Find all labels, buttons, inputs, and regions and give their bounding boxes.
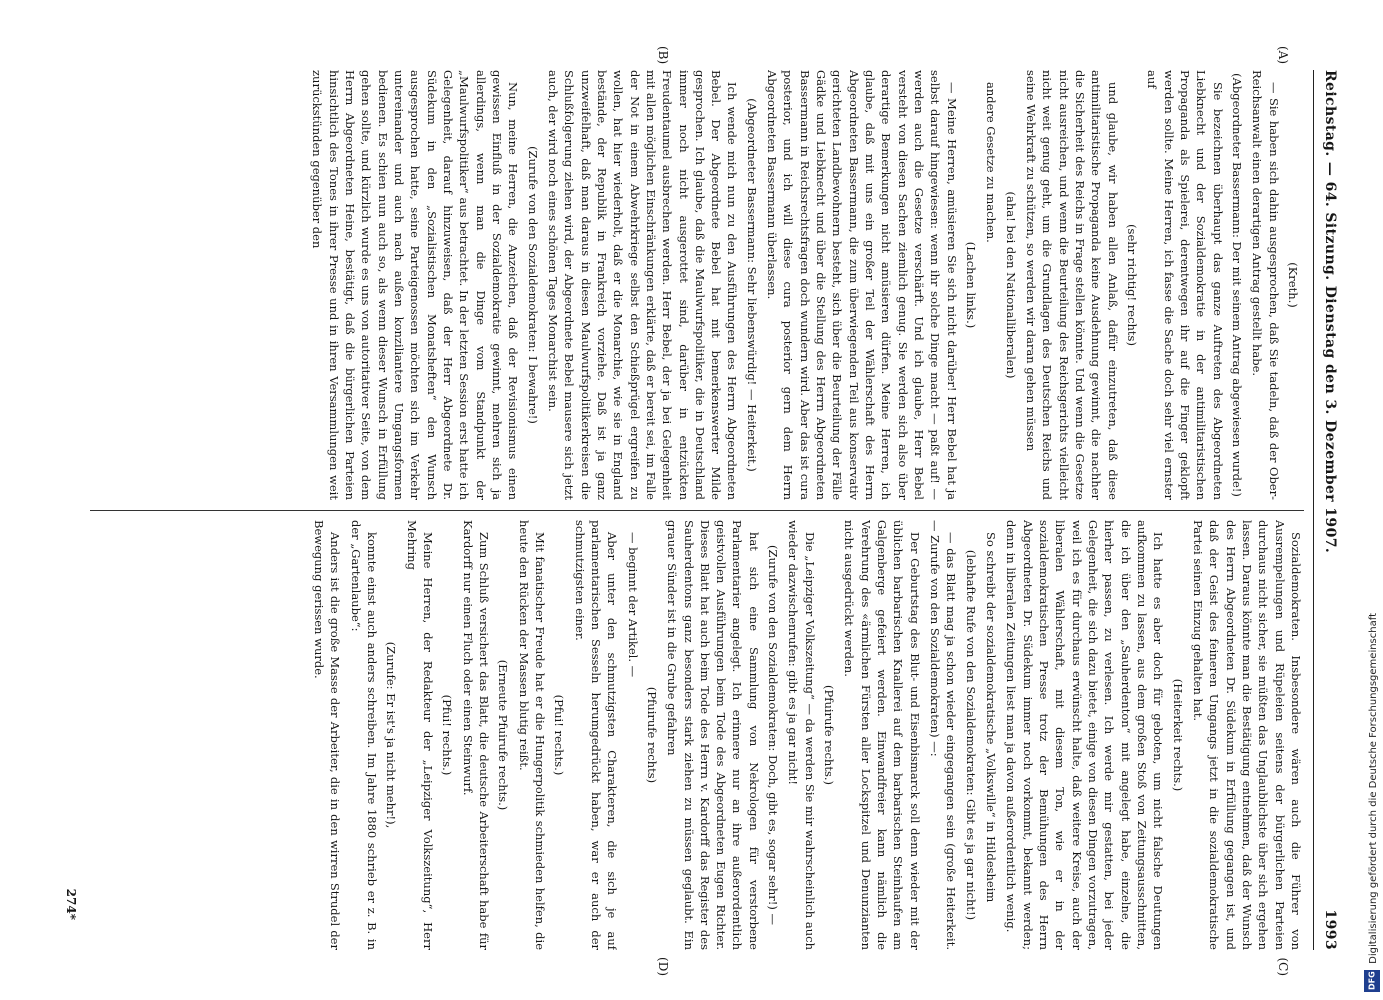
paragraph: hat sich eine Sammlung von Nekrologen für verstorbene Parlamentarier angelegt. Ich erinnere nur an ihre außerordentlich geistvollen Ausführungen beim Tode des Abgeordneten Eugen Richter. Dieses Blatt hat auch beim Tode des Herrn v. Kardorff das Register des Sauherdentons ganz besonders stark ziehen zu müssen geglaubt. Ein grauer Sünder ist in die Grube gefahren xyxy=(665,520,761,950)
funding-note: Digitalisierung gefördert durch die Deutsche Forschungsgemeinschaft xyxy=(1368,613,1379,964)
column-separator xyxy=(90,510,1304,511)
right-text-column xyxy=(90,520,1304,950)
dfg-logo: DFG xyxy=(1364,970,1380,992)
paragraph: Sie bezeichnen überhaupt das ganze Auftreten des Abgeordneten Liebknecht und der Sozialdemokratie in der antimilitaristischen Propaganda als Spielerei, derentwegen ihr auf die Finger geklopft werden sollte. Meine Herren, ich fasse die Sache doch sehr viel ernster auf xyxy=(1145,70,1225,500)
paragraph: Anders ist die große Masse der Arbeiter, die in den wirren Strudel der Bewegung gerissen wurde. xyxy=(311,520,343,950)
paragraph: Sozialdemokraten. Insbesondere wären auch die Führer von Ausrempelungen und Rüpeleien seitens der bürgerlichen Parteien durchaus nicht sicher, sie müßten das Unglaublichste über sich ergehen lassen. Daraus könnte man die Bestätigung entnehmen, daß der Wunsch des Herrn Abgeordneten Dr. Südekum in Erfüllung gegangen ist, und daß der Geist des feineren Umgangs jetzt in die sozialdemokratische Partei seinen Einzug gehalten hat. xyxy=(1191,520,1303,950)
interjection: (Kreth.) xyxy=(1286,262,1300,308)
interjection: (sehr richtig! rechts) xyxy=(1125,224,1140,346)
paragraph: Aber unter den schmutzigsten Charakteren, die sich je auf parlamentarischen Sesseln herumgedrückt haben, war er auch der schmutzigsten einer. xyxy=(572,520,620,950)
interjection: (Pfui! rechts.) xyxy=(552,694,567,776)
paragraph: — beginnt der Artikel. — xyxy=(625,532,640,678)
digitization-sidebar xyxy=(1361,0,1383,1000)
paragraph: Meine Herren, der Redakteur der „Leipziger Volkszeitung“, Herr Mehring xyxy=(404,520,435,950)
interjection: (Heiterkeit rechts.) xyxy=(1170,678,1185,792)
footer-signature: 274* xyxy=(64,888,78,920)
paragraph: So schreibt der sozialdemokratische „Volkswille“ in Hildesheim xyxy=(984,532,999,903)
interjection: (Pfuirufe rechts.) xyxy=(822,684,837,785)
paragraph: Zum Schluß versichert das Blatt, die deutsche Arbeiterschaft habe für Kardorff nur einen Fluch oder einen Steinwurf. xyxy=(460,520,491,950)
margin-marker-c: (C) xyxy=(1276,957,1290,976)
paragraph: — Sie haben sich dahin ausgesprochen, daß Sie tadeln, daß der Ober-Reichsanwalt einen derartigen Antrag gestellt habe. xyxy=(1250,70,1281,500)
margin-marker-d: (D) xyxy=(656,957,670,976)
interjection: (Zurufe: Er ist's ja nicht mehr!), xyxy=(384,641,399,829)
paragraph: Die „Leipziger Volkszeitung“ — da werden Sie mir wahrscheinlich auch wieder dazwischenrufen: gibt es ja gar nicht! xyxy=(786,520,817,950)
paragraph: — Meine Herren, amüsieren Sie sich nicht darüber! Herr Bebel hat ja selbst darauf hingewiesen: wenn ihr solche Dinge macht — paßt auf! — werden auch die Gesetze verschärft. Und ich glaube, Herr Bebel versteht von diesen Sachen ziemlich genug. Sie werden sich also über derartige Bemerkungen nicht amüsieren dürfen. Meine Herren, ich glaube, daß mit uns ein großer Teil der Wählerschaft des Herrn Abgeordneten Bassermann, die zum überwiegenden Teil aus konservativ gerichteten Landbewohnern besteht, sich über die Beurteilung der Fälle Gädke und Liebknecht und über die Stellung des Herrn Abgeordneten Bassermann in Reichsrechtsfragen doch wundern wird. Aber das ist cura posterior, und ich will diese cura posterior gern dem Herrn Abgeordneten Bassermann überlassen. xyxy=(765,70,959,500)
interjection: (Erneute Pfuirufe rechts.) xyxy=(496,659,511,811)
paragraph: und glaube, wir haben allen Anlaß, dafür einzutreten, daß diese antimilitaristische Propaganda keine Ausdehnung gewinnt, die nachher die Sicherheit des Reichs in Frage stellen könnte. Und wenn die Gesetze nicht ausreichen, und wenn die Beurteilung des Reichsgerichts vielleicht nicht weit genug geht, um die Grundlagen des Deutschen Reichs und seine Wehrkraft zu schützen, so werden wir daran gehen müssen xyxy=(1024,70,1120,500)
interjection: (Lachen links.) xyxy=(964,241,979,329)
interjection: (Zurufe von den Sozialdemokraten: Doch, gibt es, sogar sehr!) — xyxy=(766,544,781,926)
interjection: (Pfui! rechts.) xyxy=(440,694,455,776)
header-title: Reichstag. — 64. Sitzung. Dienstag den 3. Dezember 1907. xyxy=(1322,70,1338,554)
paragraph: Mit fanatischer Freude hat er die Hungerpolitik schmieden helfen, die heute den Rücken der Massen blutig reißt. xyxy=(516,520,547,950)
paragraph: Ich hatte es aber doch für geboten, um nicht falsche Deutungen aufkommen zu lassen, aus dem großen Stoß von Zeitungsausschnitten, die ich über den „Sauherdenton“ mit angelegt habe, einzelne, die hierher passen, zu verlesen. Ich werde mir gestatten, bei jeder Gelegenheit, die sich dazu bietet, einige von diesen Dingen vorzutragen, weil ich es für durchaus erwünscht halte, daß weitere Kreise, auch der liberalen Wählerschaft, mit diesem Ton, wie er in der sozialdemokratischen Presse trotz der Bemühungen des Herrn Abgeordneten Dr. Südekum immer noch vorkommt, bekannt werden; denn in liberalen Zeitungen liest man ja davon außerordentlich wenig. xyxy=(1004,520,1166,950)
paragraph: Nun, meine Herren, die Anzeichen, daß der Revisionismus einen gewissen Einfluß in der Sozialdemokratie gewinnt, mehren sich ja allerdings, wenn man die Dinge vom Standpunkt der „Maulwurfspolitiker“ aus betrachtet. In der letzten Session erst hatte ich Gelegenheit, darauf hinzuweisen, daß der Herr Abgeordnete Dr. Südekum in den „Sozialistischen Monatsheften“ den Wunsch ausgesprochen hatte, seine Parteigenossen möchten sich im Verkehr untereinander und auch nach außen konziliantere Umgangsformen bedienen. Es schien nun auch so, als wenn dieser Wunsch in Erfüllung gehen sollte, und kürzlich wurde es uns von autoritativer Seite, von dem Herrn Abgeordneten Heine, bestätigt, daß die bürgerlichen Parteien hinsichtlich des Tones in ihrer Presse und in ihren Versammlungen weit zurückstünden gegenüber den xyxy=(310,70,521,500)
paragraph: Der Geburtstag des Blut- und Eisenbismarck soll denn wieder mit der üblichen barbarischen Knallerei auf dem barbarischen Steinhaufen am Galgenberge gefeiert werden. Einwandfreier kann nämlich die Verehrung des «ärmlichen Fürsten aller Lockspitzel und Denunzianten nicht ausgedrückt werden. xyxy=(842,520,922,950)
margin-marker-a: (A) xyxy=(1276,46,1290,65)
header-rule xyxy=(1313,70,1314,950)
interjection: (lebhafte Rufe von den Sozialdemokraten: Gibt es ja gar nicht!) xyxy=(963,549,978,921)
interjection: (aha! bei den Nationalliberalen) xyxy=(1003,191,1018,379)
header-page-number: 1993 xyxy=(1322,909,1338,950)
left-text-column xyxy=(90,70,1304,500)
interjection: (Abgeordneter Bassermann: Sehr liebenswürdig! — Heiterkeit.) xyxy=(744,98,759,472)
interjection: (Zurufe von den Sozialdemokraten: I bewahre!) xyxy=(525,146,540,424)
scanned-page xyxy=(50,40,1350,980)
paragraph: Ich wende mich nun zu den Ausführungen des Herrn Abgeordneten Bebel. Der Abgeordnete Bebel hat mit bemerkenswerter Milde gesprochen. Ich glaube, daß die Maulwurfspolitiker, die in Deutschland immer noch nicht ausgerottet sind, darüber in entzückten Freudentaumel ausbrechen werden. Herr Bebel, der ja bei Gelegenheit mit allen möglichen Einschränkungen erklärte, daß er bereit sei, im Falle der Not in einem Abwehrkriege selbst den Schießprügel ergreifen zu wollen, hat hier wiederholt, daß er die Monarchie, wie sie in England bestände, der Republik in Frankreich vorziehe. Daß ist ja ganz unzweifelhaft, daß man daraus in diesen Maulwurfspolitikerkreisen die Schlußfolgerung ziehen wird, der Abgeordnete Bebel mausere sich jetzt auch, der wird noch eines schönen Tages Monarchist sein. xyxy=(545,70,740,500)
margin-marker-b: (B) xyxy=(656,46,670,65)
paragraph: konnte einst auch anders schreiben. Im Jahre 1880 schrieb er z. B. in der „Gartenlaube“: xyxy=(348,520,379,950)
paragraph: — das Blatt mag ja schon wieder eingegangen sein (große Heiterkeit. — Zurufe von den Sozialdemokraten) —: xyxy=(928,520,959,950)
page-header xyxy=(1318,70,1342,950)
paragraph: andere Gesetze zu machen. xyxy=(984,82,999,243)
interjection: (Pfuirufe rechts) xyxy=(644,686,659,784)
interjection: (Abgeordneter Bassermann: Der mit seinem Antrag abgewiesen wurde!) xyxy=(1230,73,1245,497)
